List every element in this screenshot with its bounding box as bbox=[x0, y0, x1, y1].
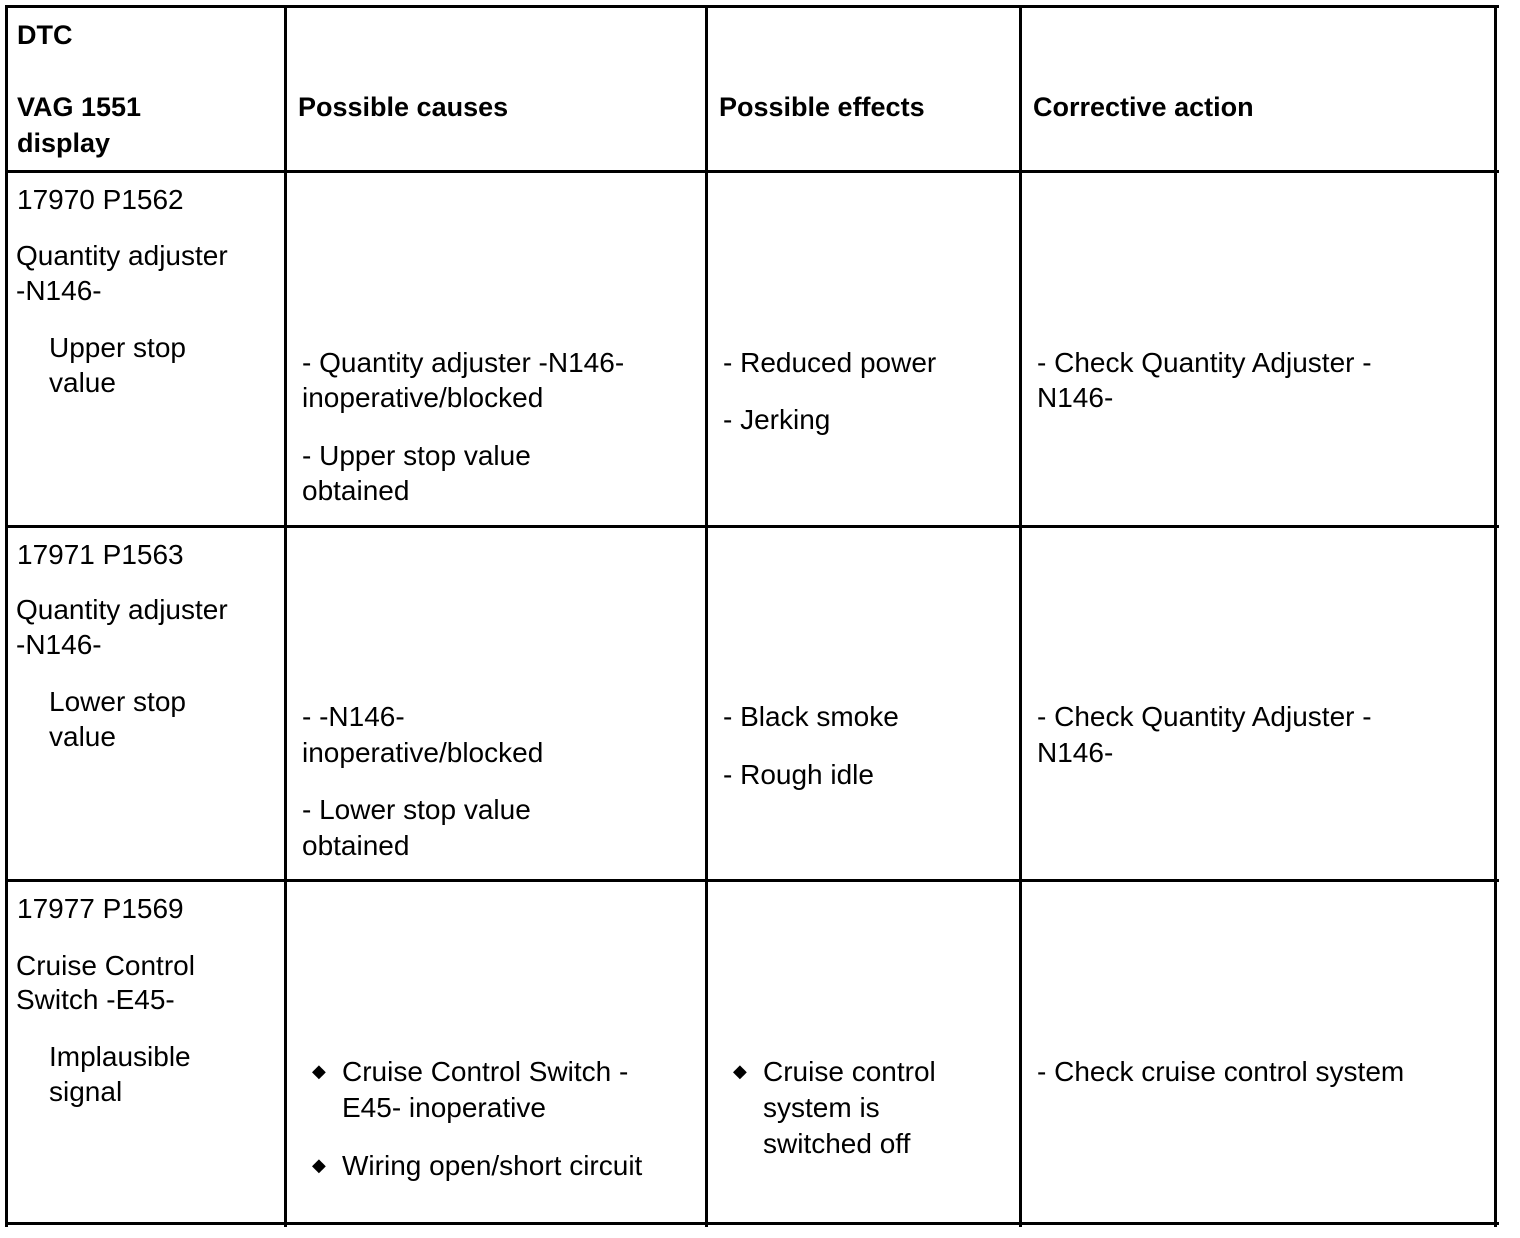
cause: - Quantity adjuster -N146- bbox=[302, 347, 625, 378]
dtc-code: 17970 P1562 bbox=[17, 184, 184, 215]
column-divider bbox=[1019, 5, 1022, 1227]
effect: - Rough idle bbox=[723, 759, 874, 790]
dtc-condition: value bbox=[49, 367, 116, 398]
header-causes: Possible causes bbox=[298, 92, 509, 122]
header-dtc-display: display bbox=[17, 128, 111, 158]
cause: - Lower stop value bbox=[302, 794, 531, 825]
dtc-name: -N146- bbox=[16, 629, 102, 660]
dtc-condition: signal bbox=[49, 1076, 123, 1107]
dtc-name: Quantity adjuster bbox=[16, 594, 228, 625]
dtc-name: Switch -E45- bbox=[16, 984, 175, 1015]
row-divider bbox=[5, 525, 1499, 528]
header-dtc-vag: VAG 1551 bbox=[17, 92, 142, 122]
effect: system is bbox=[763, 1092, 880, 1123]
effect: switched off bbox=[763, 1128, 911, 1159]
effect: - Reduced power bbox=[723, 347, 937, 378]
effect: - Black smoke bbox=[723, 701, 899, 732]
dtc-condition: value bbox=[49, 721, 116, 752]
table-border bbox=[5, 1222, 1499, 1225]
header-action: Corrective action bbox=[1033, 92, 1254, 122]
cause: E45- inoperative bbox=[342, 1092, 546, 1123]
effect-bullet: ◆ Cruise control bbox=[763, 1054, 936, 1089]
action: - Check Quantity Adjuster - bbox=[1037, 701, 1372, 732]
cause-bullet: ◆ Cruise Control Switch - bbox=[342, 1054, 628, 1089]
dtc-name: Quantity adjuster bbox=[16, 240, 228, 271]
cause: - Upper stop value bbox=[302, 440, 531, 471]
cause-bullet: ◆ Wiring open/short circuit bbox=[342, 1148, 642, 1183]
table-border bbox=[5, 5, 8, 1227]
dtc-name: -N146- bbox=[16, 275, 102, 306]
table-border bbox=[1494, 5, 1497, 1227]
dtc-code: 17977 P1569 bbox=[17, 893, 184, 924]
column-divider bbox=[705, 5, 708, 1227]
action: - Check cruise control system bbox=[1037, 1056, 1405, 1087]
dtc-condition: Upper stop bbox=[49, 332, 186, 363]
action: N146- bbox=[1037, 382, 1114, 413]
table-border bbox=[5, 5, 1499, 8]
effect: - Jerking bbox=[723, 404, 831, 435]
dtc-condition: Lower stop bbox=[49, 686, 186, 717]
cause: obtained bbox=[302, 830, 410, 861]
dtc-code: 17971 P1563 bbox=[17, 539, 184, 570]
cause: inoperative/blocked bbox=[302, 382, 544, 413]
dtc-condition: Implausible bbox=[49, 1041, 191, 1072]
row-divider bbox=[5, 170, 1499, 173]
action: - Check Quantity Adjuster - bbox=[1037, 347, 1372, 378]
cause: - -N146- bbox=[302, 701, 405, 732]
header-dtc: DTC bbox=[17, 20, 73, 50]
dtc-name: Cruise Control bbox=[16, 950, 195, 981]
row-divider bbox=[5, 879, 1499, 882]
header-effects: Possible effects bbox=[719, 92, 925, 122]
cause: inoperative/blocked bbox=[302, 737, 544, 768]
action: N146- bbox=[1037, 737, 1114, 768]
column-divider bbox=[284, 5, 287, 1227]
cause: obtained bbox=[302, 475, 410, 506]
